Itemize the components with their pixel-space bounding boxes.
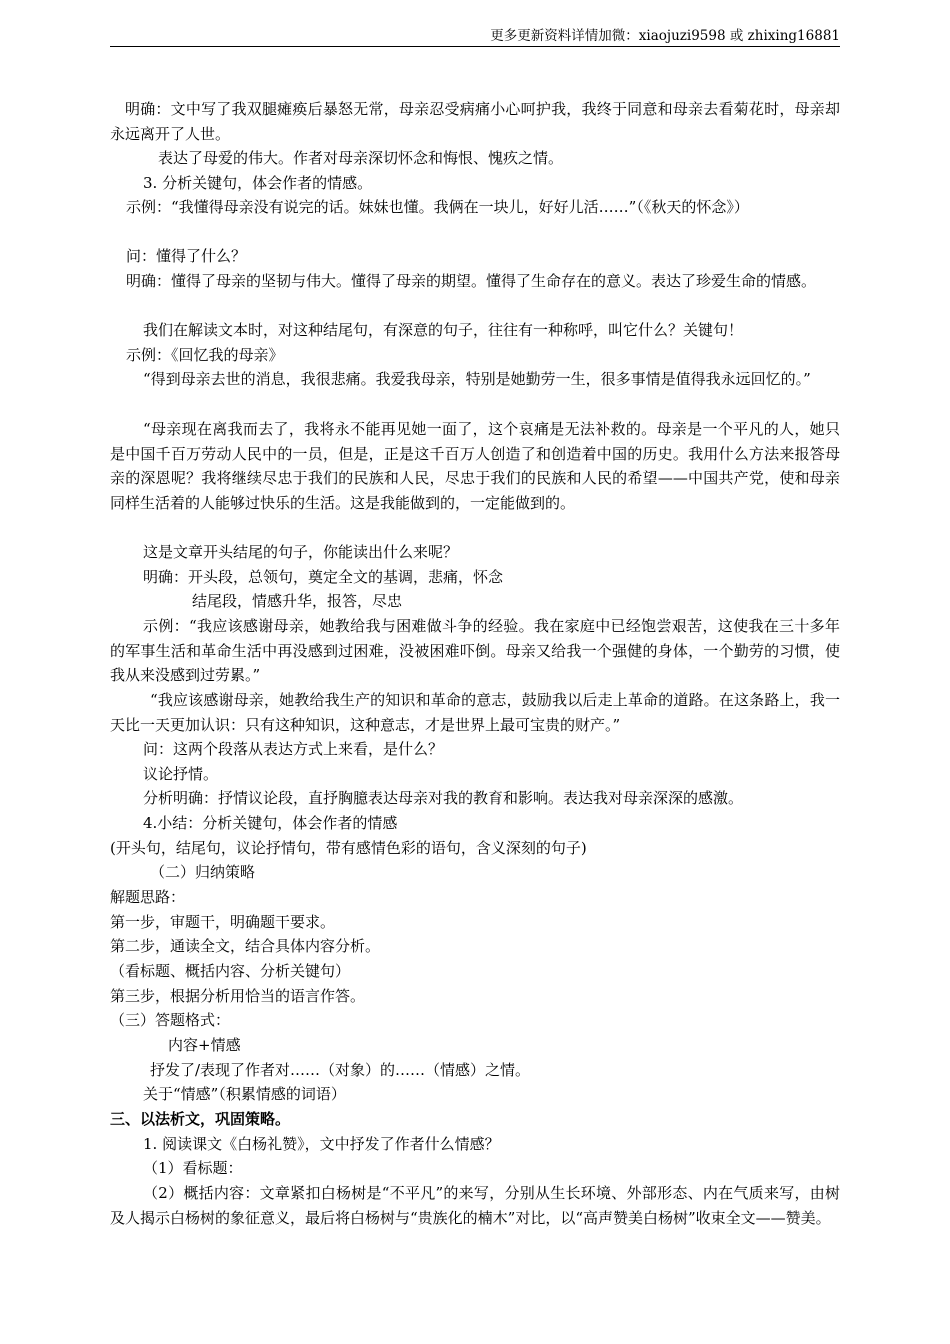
paragraph: 表达了母爱的伟大。作者对母亲深切怀念和悔恨、愧疚之情。 bbox=[158, 149, 564, 167]
paragraph: （看标题、概括内容、分析关键句） bbox=[110, 962, 351, 980]
paragraph: 我们在解读文本时，对这种结尾句，有深意的句子，往往有一种称呼，叫它什么？关键句！ bbox=[143, 321, 744, 339]
paragraph: “得到母亲去世的消息，我很悲痛。我爱我母亲，特别是她勤劳一生，很多事情是值得我永远回忆的。” bbox=[143, 370, 811, 388]
paragraph: 问：这两个段落从表达方式上来看，是什么？ bbox=[143, 740, 444, 758]
paragraph: 这是文章开头结尾的句子，你能读出什么来呢？ bbox=[143, 543, 459, 561]
paragraph: （2）概括内容：文章紧扣白杨树是“不平凡”的来写，分别从生长环境、外部形态、内在气质来写，由树及人揭示白杨树的象征意义，最后将白杨树与“贵族化的楠木”对比，以“高声赞美白杨树”收束全文——赞美。 bbox=[110, 1184, 840, 1227]
paragraph: 3. 分析关键句，体会作者的情感。 bbox=[143, 174, 373, 192]
paragraph: 示例：《回忆我的母亲》 bbox=[126, 346, 284, 364]
paragraph: 示例：“我懂得母亲没有说完的话。妹妹也懂。我俩在一块儿，好好儿活……”（《秋天的怀念》） bbox=[126, 198, 749, 216]
paragraph: 议论抒情。 bbox=[143, 765, 219, 783]
paragraph: 内容+情感 bbox=[168, 1036, 241, 1054]
paragraph: 第一步，审题干，明确题干要求。 bbox=[110, 913, 336, 931]
page-header bbox=[110, 28, 840, 47]
paragraph: “我应该感谢母亲，她教给我生产的知识和革命的意志，鼓励我以后走上革命的道路。在这条路上，我一天比一天更加认识：只有这种知识，这种意志，才是世界上最可宝贵的财产。” bbox=[110, 691, 840, 734]
paragraph: “母亲现在离我而去了，我将永不能再见她一面了，这个哀痛是无法补救的。母亲是一个平凡的人，她只是中国千百万劳动人民中的一员，但是，正是这千百万人创造了和创造着中国的历史。我用什么方法来报答母亲的深恩呢？我将继续尽忠于我们的民族和人民，尽忠于我们的民族和人民的希望——中国共产党，使和母亲同样生活着的人能够过快乐的生活。这是我能做到的，一定能做到的。 bbox=[110, 420, 840, 512]
paragraph: 结尾段，情感升华，报答，尽忠 bbox=[192, 592, 403, 610]
paragraph: 解题思路： bbox=[110, 888, 186, 906]
paragraph: 关于“情感”（积累情感的词语） bbox=[143, 1085, 346, 1103]
paragraph: 分析明确：抒情议论段，直抒胸臆表达母亲对我的教育和影响。表达我对母亲深深的感激。 bbox=[143, 789, 744, 807]
paragraph: 第三步，根据分析用恰当的语言作答。 bbox=[110, 987, 366, 1005]
paragraph: 明确：开头段，总领句，奠定全文的基调，悲痛，怀念 bbox=[143, 568, 504, 586]
paragraph: (开头句，结尾句，议论抒情句，带有感情色彩的语句，含义深刻的句子) bbox=[110, 839, 587, 857]
paragraph: （1）看标题： bbox=[143, 1159, 243, 1177]
paragraph: 示例：“我应该感谢母亲，她教给我与困难做斗争的经验。我在家庭中已经饱尝艰苦，这使我在三十多年的军事生活和革命生活中再没感到过困难，没被困难吓倒。母亲又给我一个强健的身体，一个勤劳的习惯，使我从来没感到过劳累。” bbox=[110, 617, 840, 685]
paragraph: （三）答题格式： bbox=[110, 1011, 231, 1029]
section-heading: 三、以法析文，巩固策略。 bbox=[110, 1110, 291, 1128]
header-text: 更多更新资料详情加微：xiaojuzi9598 或 zhixing16881 bbox=[490, 28, 840, 44]
paragraph: 1. 阅读课文《白杨礼赞》，文中抒发了作者什么情感？ bbox=[143, 1135, 500, 1153]
paragraph: 明确：懂得了母亲的坚韧与伟大。懂得了母亲的期望。懂得了生命存在的意义。表达了珍爱生命的情感。 bbox=[126, 272, 817, 290]
paragraph: （二）归纳策略 bbox=[150, 863, 256, 881]
paragraph: 4.小结：分析关键句，体会作者的情感 bbox=[143, 814, 398, 832]
paragraph: 第二步，通读全文，结合具体内容分析。 bbox=[110, 937, 381, 955]
paragraph: 明确：文中写了我双腿瘫痪后暴怒无常，母亲忍受病痛小心呵护我，我终于同意和母亲去看菊花时，母亲却永远离开了人世。 bbox=[110, 100, 840, 143]
paragraph: 抒发了/表现了作者对……（对象）的……（情感）之情。 bbox=[150, 1061, 531, 1079]
paragraph: 问：懂得了什么？ bbox=[126, 247, 247, 265]
